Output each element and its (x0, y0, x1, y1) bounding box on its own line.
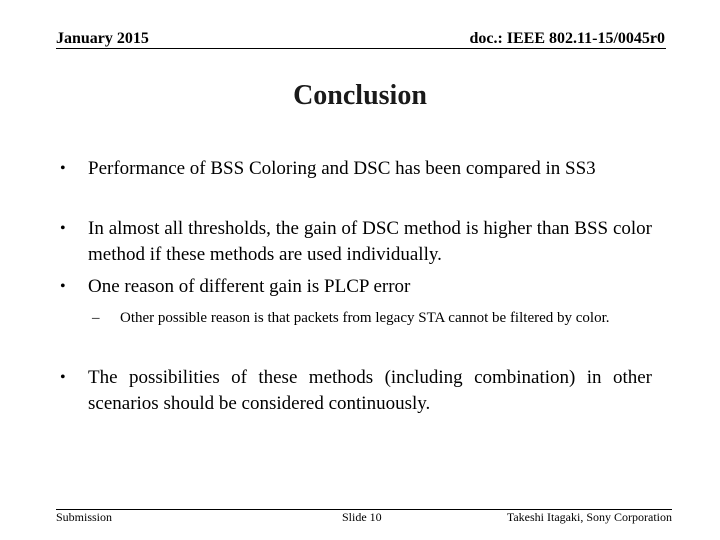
bullet-item (56, 365, 652, 417)
bullet-item (56, 274, 652, 300)
bullet-marker: • (60, 369, 66, 386)
footer-submission: Submission (56, 510, 113, 524)
dash-marker: – (92, 310, 100, 326)
footer-slide-number: Slide 10 (342, 510, 382, 524)
bullet-text: In almost all thresholds, the gain of DSC method is higher than BSS color method if these methods are used individually. (88, 218, 652, 265)
sub-bullet-text: Other possible reason is that packets from legacy STA cannot be filtered by color. (120, 310, 610, 326)
bullet-text: One reason of different gain is PLCP error (88, 276, 411, 297)
header-date: January 2015 (56, 30, 149, 47)
bullet-marker: • (60, 220, 66, 237)
footer-author: Takeshi Itagaki, Sony Corporation (506, 510, 672, 524)
header-divider (56, 48, 666, 49)
bullet-text: The possibilities of these methods (including combination) in other scenarios should be considered continuously. (88, 367, 652, 414)
bullet-text: Performance of BSS Coloring and DSC has been compared in SS3 (88, 158, 596, 179)
slide-title: Conclusion (293, 80, 427, 111)
header-doc-id: doc.: IEEE 802.11-15/0045r0 (469, 30, 665, 47)
bullet-item (56, 216, 652, 268)
bullet-item (56, 156, 652, 182)
sub-bullet-item (56, 308, 652, 329)
slide-body (56, 156, 652, 417)
bullet-marker: • (60, 278, 66, 295)
bullet-marker: • (60, 160, 66, 177)
